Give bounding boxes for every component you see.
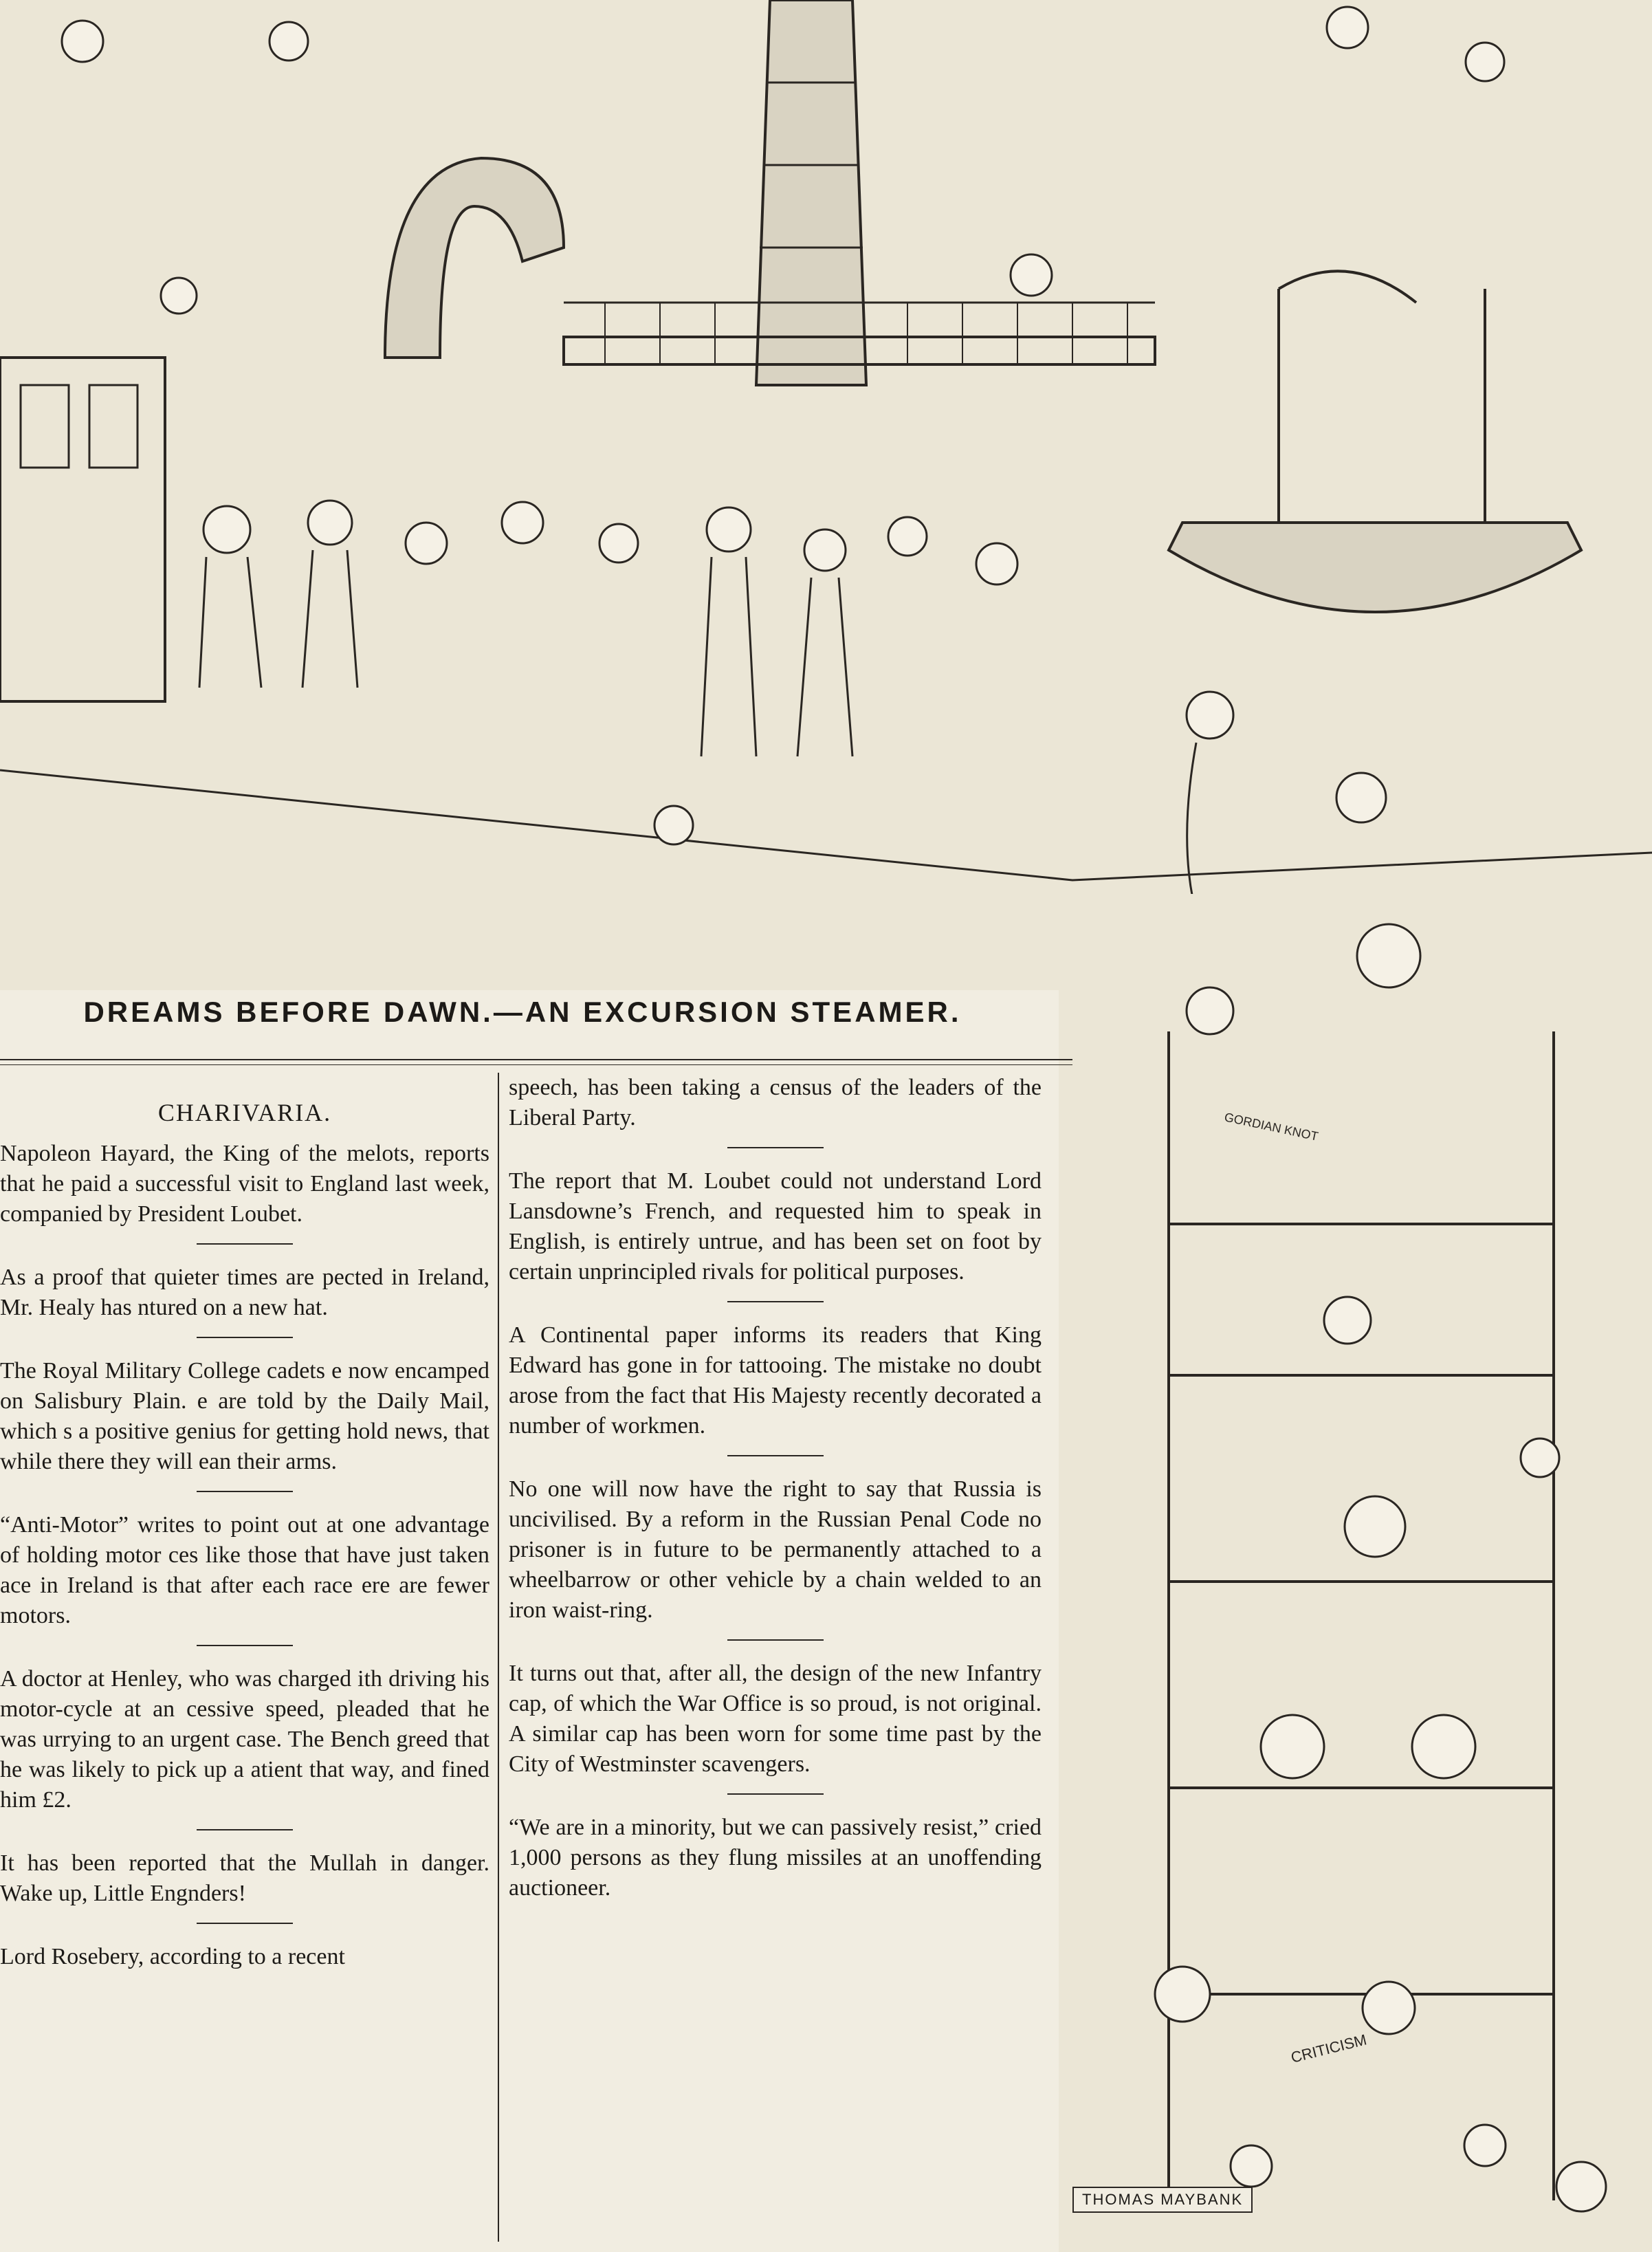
artist-signature: THOMAS MAYBANK (1072, 2187, 1253, 2213)
cabin-structure (0, 358, 165, 701)
paragraph: As a proof that quieter times are pected in Ireland, Mr. Healy has ntured on a new hat. (0, 1265, 489, 1320)
paragraph-separator (197, 1923, 293, 1924)
ventilator-shape (385, 158, 564, 358)
gordian-knot-label: GORDIAN KNOT (1223, 1110, 1320, 1144)
section-title: CHARIVARIA. (157, 1099, 332, 1126)
steamer-drawing (0, 0, 1652, 990)
cartoon-illustration-side (1059, 894, 1652, 2252)
paragraph-separator (197, 1491, 293, 1492)
paragraph-separator (727, 1301, 824, 1302)
paragraph: Napoleon Hayard, the King of the melots, reports that he paid a successful visit to England last week, companied by President Loubet. (0, 1141, 489, 1227)
paragraph-separator (727, 1793, 824, 1795)
paragraph: It has been reported that the Mullah in danger. Wake up, Little Engnders! (0, 1850, 489, 1906)
paragraph: A doctor at Henley, who was charged ith driving his motor-cycle at an cessive speed, pleaded that he was urrying to an urgent case. The Bench greed that he was likely to pick up a atient that way, and fined him £2. (0, 1666, 489, 1813)
column-left (0, 1073, 489, 1972)
paragraph-separator (727, 1147, 824, 1148)
paragraph-separator (727, 1639, 824, 1641)
paragraph-separator (197, 1829, 293, 1830)
paragraph: Lord Rosebery, according to a recent (0, 1944, 345, 1969)
column-divider (498, 1073, 499, 2242)
paragraph: The Royal Military College cadets e now encamped on Salisbury Plain. e are told by the Daily Mail, which s a positive genius for getting hold news, that while there they will ean their arms. (0, 1358, 489, 1474)
cartoon-headline: DREAMS BEFORE DAWN.—AN EXCURSION STEAMER. (83, 996, 962, 1028)
paragraph-separator (727, 1455, 824, 1456)
paragraph: “Anti-Motor” writes to point out at one advantage of holding motor ces like those that have just taken ace in Ireland is that after each race ere are fewer motors. (0, 1512, 489, 1628)
column-right (509, 1073, 1042, 1903)
criticism-label: CRITICISM (1289, 2031, 1369, 2066)
paragraph: speech, has been taking a census of the leaders of the Liberal Party. (509, 1075, 1042, 1130)
funnel-shape (756, 0, 866, 385)
paragraph: The report that M. Loubet could not understand Lord Lansdowne’s French, and requested him to speak in English, is entirely untrue, and has been set on foot by certain unprincipled rivals for political purposes. (509, 1168, 1042, 1284)
paragraph: No one will now have the right to say that Russia is uncivilised. By a reform in the Russian Penal Code no prisoner is in future to be permanently attached to a wheelbarrow or other vehicle by a chain welded to an iron waist-ring. (509, 1476, 1042, 1623)
paragraph: A Continental paper informs its readers that King Edward has gone in for tattooing. The mistake no doubt arose from the fact that His Majesty recently decorated a number of workmen. (509, 1322, 1042, 1439)
paragraph: “We are in a minority, but we can passively resist,” cried 1,000 persons as they flung missiles at an unoffending auctioneer. (509, 1815, 1042, 1901)
headline-rule (0, 1059, 1072, 1065)
stairs-drawing (1059, 894, 1652, 2252)
paragraph-separator (197, 1645, 293, 1646)
paragraph-separator (197, 1243, 293, 1245)
lifeboat-shape (1169, 523, 1581, 612)
paragraph-separator (197, 1337, 293, 1338)
cartoon-illustration (0, 0, 1652, 990)
stair-figures (1155, 924, 1606, 2211)
paragraph: It turns out that, after all, the design of the new Infantry cap, of which the War Office is so proud, is not original. A similar cap has been worn for some time past by the City of Westminster scavengers. (509, 1661, 1042, 1777)
